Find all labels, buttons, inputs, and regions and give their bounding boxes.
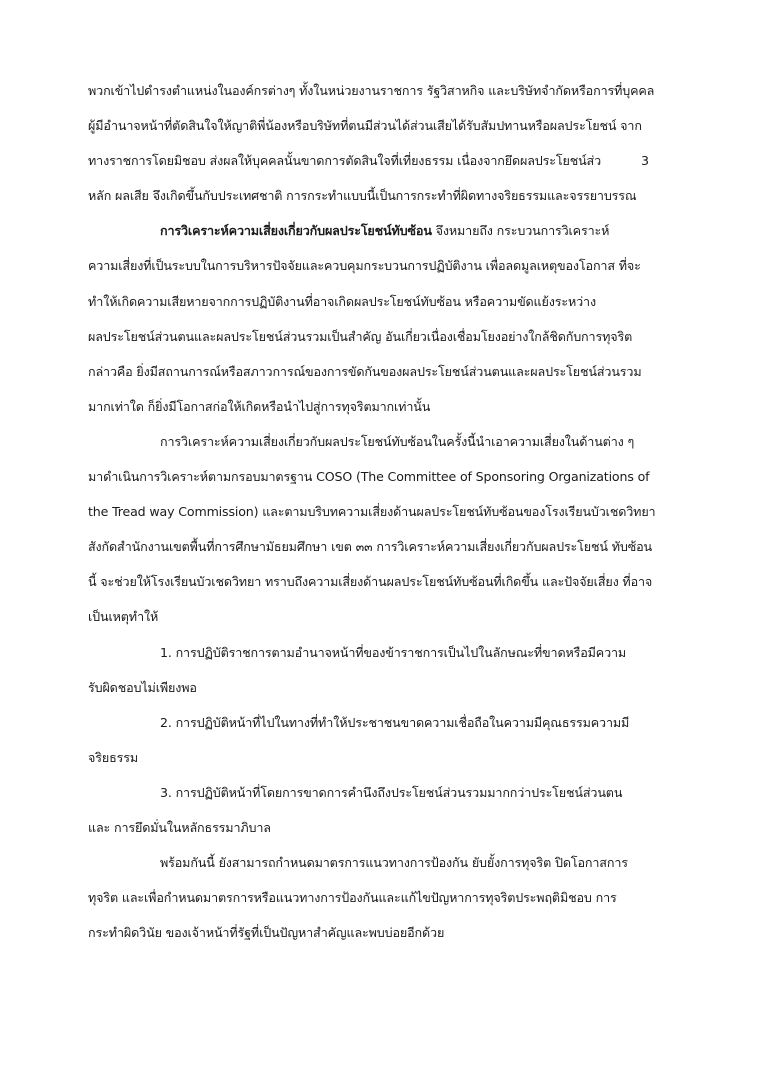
paragraph-line: กระทำผิดวินัย ของเจ้าหน้าที่รัฐที่เป็นปัญหาสำคัญและพบบ่อยอีกด้วย [88,925,445,940]
paragraph-line: หลัก ผลเสีย จึงเกิดขึ้นกับประเทศชาติ การกระทำแบบนี้เป็นการกระทำที่ผิดทางจริยธรรมและจรรยาบรรณ [88,188,637,203]
paragraph-line: ความเสี่ยงที่เป็นระบบในการบริหารปัจจัยและควบคุมกระบวนการปฏิบัติงาน เพื่อลดมูลเหตุของโอกาส ที่จะ [88,258,641,273]
paragraph-line: the Tread way Commission) และตามบริบทความเสี่ยงด้านผลประโยชน์ทับซ้อนของโรงเรียนบัวเชดวิทยา [88,504,656,519]
paragraph-line: พร้อมกันนี้ ยังสามารถกำหนดมาตรการแนวทางการป้องกัน ยับยั้งการทุจริต ปิดโอกาสการ [160,855,628,870]
paragraph-line: ผลประโยชน์ส่วนตนและผลประโยชน์ส่วนรวมเป็นสำคัญ อันเกี่ยวเนื่องเชื่อมโยงอย่างใกล้ชิดกับการทุจริต [88,329,633,344]
list-item-3: 3. การปฏิบัติหน้าที่โดยการขาดการคำนึงถึงประโยชน์ส่วนรวมมากกว่าประโยชน์ส่วนตน [160,785,623,800]
paragraph-line: การวิเคราะห์ความเสี่ยงเกี่ยวกับผลประโยชน์ทับซ้อนในครั้งนี้นำเอาความเสี่ยงในด้านต่าง ๆ [160,434,635,449]
paragraph-line: สังกัดสำนักงานเขตพื้นที่การศึกษามัธยมศึกษา เขต ๓๓ การวิเคราะห์ความเสี่ยงเกี่ยวกับผลประโยชน์ ทับซ้อน [88,539,652,554]
paragraph-line: ทุจริต และเพื่อกำหนดมาตรการหรือแนวทางการป้องกันและแก้ไขปัญหาการทุจริตประพฤติมิชอบ การ [88,890,617,905]
paragraph-line: มากเท่าใด ก็ยิ่งมีโอกาสก่อให้เกิดหรือนำไปสู่การทุจริตมากเท่านั้น [88,399,431,414]
paragraph-line: ทางราชการโดยมิชอบ ส่งผลให้บุคคลนั้นขาดการตัดสินใจที่เที่ยงธรรม เนื่องจากยึดผลประโยชน์ส่ว [88,153,602,168]
paragraph-line: พวกเข้าไปดำรงตำแหน่งในองค์กรต่างๆ ทั้งในหน่วยงานราชการ รัฐวิสาหกิจ และบริษัทจำกัดหรือการที่บุคคล [88,83,655,98]
definition-term: การวิเคราะห์ความเสี่ยงเกี่ยวกับผลประโยชน์ทับซ้อน [160,223,432,238]
list-item-2-continued: จริยธรรม [88,750,138,765]
definition-text: จึงหมายถึง กระบวนการวิเคราะห์ [431,223,610,238]
paragraph-line: มาดำเนินการวิเคราะห์ตามกรอบมาตรฐาน COSO (The Committee of Sponsoring Organizations of [88,469,650,484]
list-item-1-continued: รับผิดชอบไม่เพียงพอ [88,680,197,695]
paragraph-line: ผู้มีอำนาจหน้าที่ตัดสินใจให้ญาติพี่น้องหรือบริษัทที่ตนมีส่วนได้ส่วนเสียได้รับสัมปทานหรือผลประโยชน์ จาก [88,118,642,133]
page-number: 3 [641,153,650,168]
list-item-1: 1. การปฏิบัติราชการตามอำนาจหน้าที่ของข้าราชการเป็นไปในลักษณะที่ขาดหรือมีความ [160,645,627,660]
paragraph-line: นี้ จะช่วยให้โรงเรียนบัวเชดวิทยา ทราบถึงความเสี่ยงด้านผลประโยชน์ทับซ้อนที่เกิดขึ้น และปัจจัยเสี่ยง ที่อาจ [88,574,653,589]
paragraph-line: ทำให้เกิดความเสียหายจากการปฏิบัติงานที่อาจเกิดผลประโยชน์ทับซ้อน หรือความขัดแย้งระหว่าง [88,294,596,309]
paragraph-line: เป็นเหตุทำให้ [88,609,159,624]
paragraph-line: กล่าวคือ ยิ่งมีสถานการณ์หรือสภาวการณ์ของการขัดกันของผลประโยชน์ส่วนตนและผลประโยชน์ส่วนรวม [88,364,642,379]
definition-line [160,221,681,241]
list-item-3-continued: และ การยึดมั่นในหลักธรรมาภิบาล [88,820,271,835]
list-item-2: 2. การปฏิบัติหน้าที่ไปในทางที่ทำให้ประชาชนขาดความเชื่อถือในความมีคุณธรรมความมี [160,715,630,730]
